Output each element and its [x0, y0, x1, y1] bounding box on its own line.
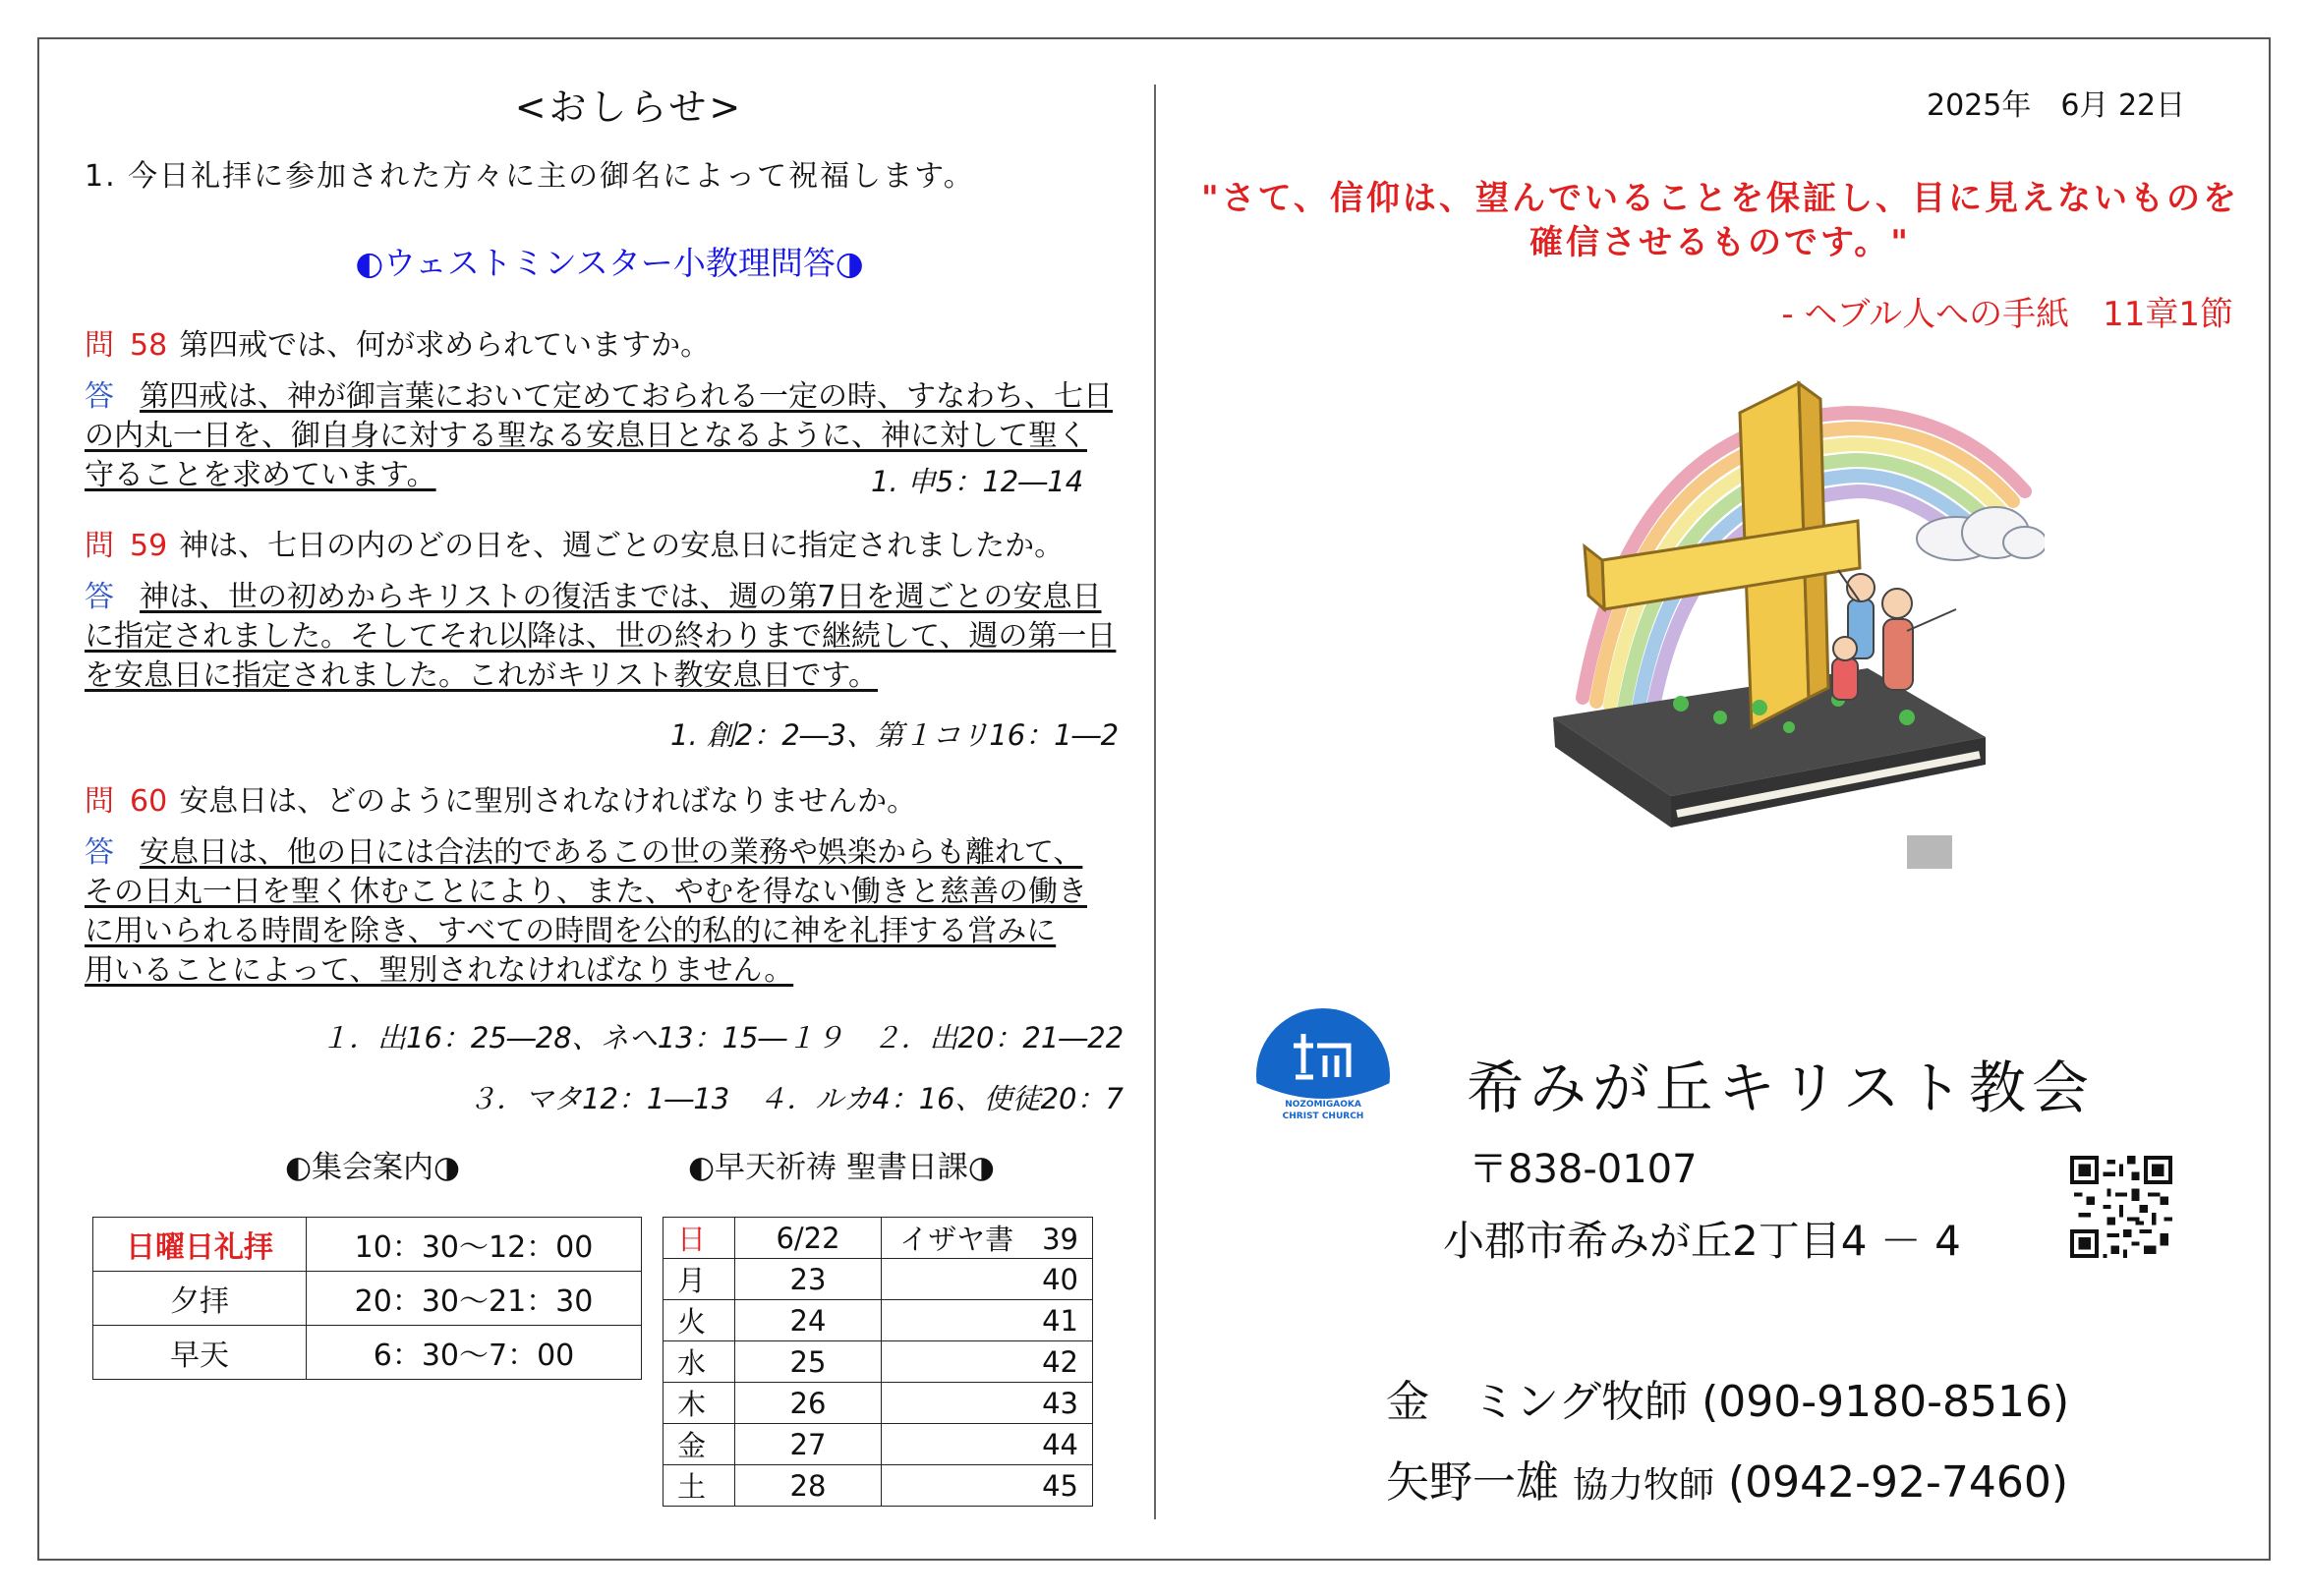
- verse-line: 確信させるものです。": [1529, 223, 1911, 262]
- answer-line: 神は、世の初めからキリストの復活までは、週の第7日を週ごとの安息日: [140, 580, 1102, 614]
- reading-heading: ◐早天祈祷 聖書日課◑: [688, 1150, 995, 1185]
- table-row: [664, 1300, 1093, 1341]
- reading-chapter: 43: [882, 1383, 1093, 1424]
- church-address: 小郡市希みが丘2丁目4 － 4: [1443, 1217, 1961, 1265]
- table-row: [93, 1272, 642, 1326]
- answer-mark: 答: [85, 580, 114, 614]
- table-row: [664, 1383, 1093, 1424]
- question-mark: 問: [85, 784, 114, 819]
- meeting-heading: ◐集会案内◑: [285, 1150, 461, 1185]
- scripture-reference: １．出16：25―28、ネヘ13：15―１９ ２．出20：21―22: [320, 1021, 1125, 1054]
- verse-line: "さて、信仰は、望んでいることを保証し、目に見えないものを: [1200, 179, 2240, 218]
- reading-date: 27: [735, 1424, 882, 1465]
- cross-rainbow-illustration: [1494, 373, 2045, 904]
- reading-chapter: 42: [882, 1341, 1093, 1383]
- question-mark: 問: [85, 529, 114, 563]
- table-row: [664, 1259, 1093, 1300]
- meeting-time: 6：30～7：00: [307, 1326, 642, 1380]
- answer-59: [85, 578, 1126, 696]
- question-58: [85, 320, 710, 364]
- pastor-contact: [1386, 1366, 2069, 1429]
- question-text: 神は、七日の内のどの日を、週ごとの安息日に指定されましたか。: [179, 529, 1065, 563]
- answer-line: 用いることによって、聖別されなければなりません。: [85, 953, 794, 988]
- table-row: [664, 1341, 1093, 1383]
- notice-title: <おしらせ>: [514, 86, 744, 129]
- reading-chapter: イザヤ書 39: [882, 1218, 1093, 1259]
- meeting-time: 10：30～12：00: [307, 1218, 642, 1272]
- question-number: 60: [130, 784, 168, 819]
- meeting-name: 早天: [93, 1326, 307, 1380]
- associate-pastor-contact: [1386, 1447, 2068, 1510]
- scripture-reference: 1. 創2：2―3、第１コリ16：1―2: [670, 718, 1120, 752]
- reading-day: 火: [664, 1300, 735, 1341]
- question-60: [85, 776, 916, 820]
- catechism-title: ◐ウェストミンスター小教理問答◑: [355, 244, 864, 282]
- question-59: [85, 521, 1064, 564]
- question-text: 安息日は、どのように聖別されなければなりませんか。: [179, 784, 917, 819]
- meeting-name: 日曜日礼拝: [93, 1218, 307, 1272]
- meeting-time: 20：30～21：30: [307, 1272, 642, 1326]
- answer-mark: 答: [85, 379, 114, 414]
- reading-day: 金: [664, 1424, 735, 1465]
- reading-day: 月: [664, 1259, 735, 1300]
- scripture-verse: [1180, 177, 2261, 265]
- scripture-reference: 1. 申5：12―14: [871, 465, 1084, 498]
- table-row: [93, 1326, 642, 1380]
- answer-line: に用いられる時間を除き、すべての時間を公的私的に神を礼拝する営みに: [85, 914, 1057, 948]
- verse-reference: - ヘブル人への手紙 11章1節: [1781, 295, 2233, 334]
- reading-day: 水: [664, 1341, 735, 1383]
- church-logo: [1254, 1006, 1392, 1144]
- answer-line: に指定されました。そしてそれ以降は、世の終わりまで継続して、週の第一日: [85, 619, 1117, 654]
- answer-line: の内丸一日を、御自身に対する聖なる安息日となるように、神に対して聖く: [85, 419, 1087, 453]
- reading-chapter: 40: [882, 1259, 1093, 1300]
- reading-chapter: 44: [882, 1424, 1093, 1465]
- meeting-name: 夕拝: [93, 1272, 307, 1326]
- logo-text: CHRIST CHURCH: [1282, 1112, 1364, 1121]
- pastor-title: 協力牧師: [1573, 1465, 1715, 1506]
- answer-line: その日丸一日を聖く休むことにより、また、やむを得ない働きと慈善の働き: [85, 875, 1087, 909]
- answer-line: を安息日に指定されました。これがキリスト教安息日です。: [85, 658, 878, 693]
- meeting-table: [92, 1217, 642, 1380]
- reading-date: 28: [735, 1465, 882, 1507]
- qr-code[interactable]: [2070, 1156, 2172, 1258]
- question-number: 58: [130, 328, 168, 363]
- answer-60: [85, 833, 1126, 991]
- table-row: [664, 1218, 1093, 1259]
- reading-date: 25: [735, 1341, 882, 1383]
- answer-line: 安息日は、他の日には合法的であるこの世の業務や娯楽からも離れて、: [140, 835, 1083, 870]
- answer-line: 守ることを求めています。: [85, 458, 436, 492]
- page-divider: [1154, 85, 1156, 1519]
- reading-day: 日: [664, 1218, 735, 1259]
- question-text: 第四戒では、何が求められていますか。: [179, 328, 711, 363]
- logo-text: NOZOMIGAOKA: [1285, 1100, 1361, 1110]
- answer-line: 第四戒は、神が御言葉において定めておられる一定の時、すなわち、七日: [140, 379, 1113, 414]
- reading-date: 26: [735, 1383, 882, 1424]
- church-name: 希みが丘キリスト教会: [1467, 1054, 2095, 1121]
- question-mark: 問: [85, 328, 114, 363]
- reading-table: [663, 1217, 1093, 1507]
- bulletin-date: 2025年 6月 22日: [1927, 88, 2186, 123]
- reading-day: 土: [664, 1465, 735, 1507]
- pastor-name: 矢野一雄: [1386, 1457, 1559, 1508]
- scripture-reference: ３．マタ12：1―13 ４．ルカ4：16、使徒20：7: [468, 1082, 1124, 1115]
- reading-day: 木: [664, 1383, 735, 1424]
- pastor-phone: (090-9180-8516): [1702, 1377, 2070, 1427]
- reading-date: 24: [735, 1300, 882, 1341]
- reading-chapter: 45: [882, 1465, 1093, 1507]
- answer-mark: 答: [85, 835, 114, 870]
- reading-date: 6/22: [735, 1218, 882, 1259]
- postal-code: 〒838-0107: [1469, 1147, 1698, 1192]
- reading-chapter: 41: [882, 1300, 1093, 1341]
- reading-date: 23: [735, 1259, 882, 1300]
- pastor-phone: (0942-92-7460): [1728, 1457, 2069, 1508]
- notice-item-1: 1. 今日礼拝に参加された方々に主の御名によって祝福します。: [85, 159, 975, 194]
- table-row: [664, 1424, 1093, 1465]
- question-number: 59: [130, 529, 168, 563]
- table-row: [664, 1465, 1093, 1507]
- pastor-name: 金 ミング牧師: [1386, 1377, 1689, 1427]
- table-row: [93, 1218, 642, 1272]
